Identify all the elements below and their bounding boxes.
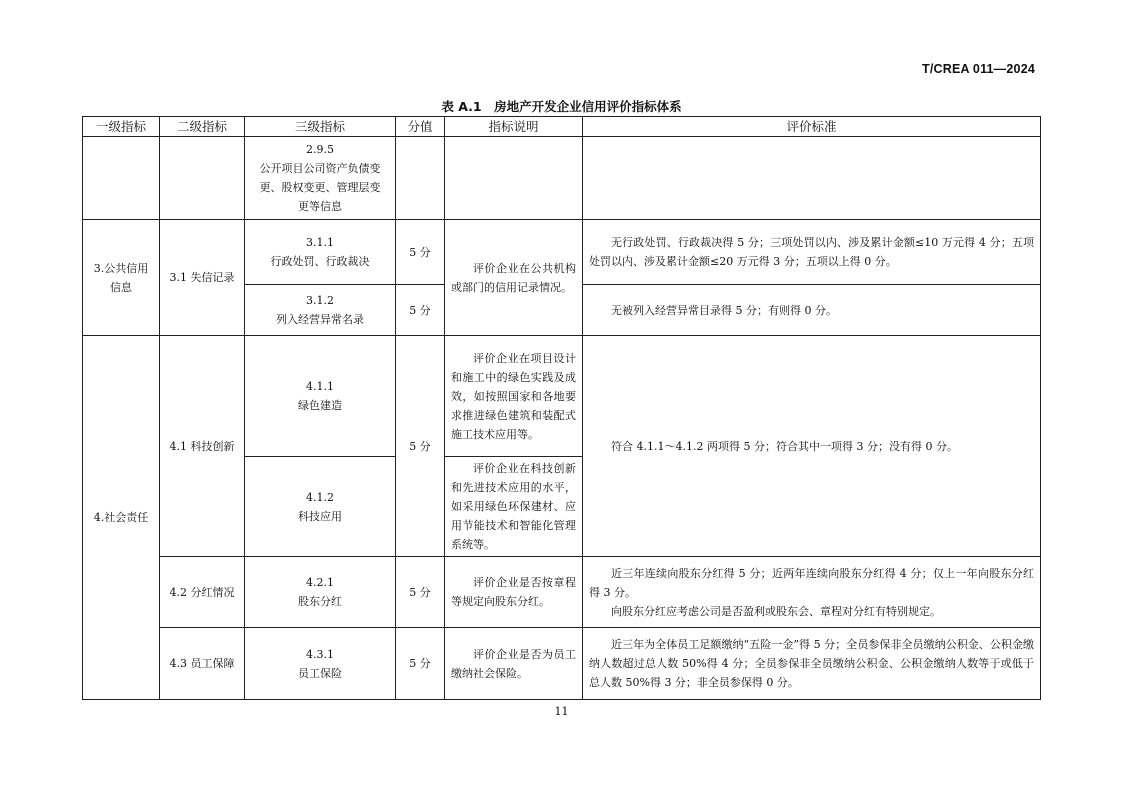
criteria-cell	[583, 137, 1041, 220]
l2-cell: 4.2 分红情况	[160, 557, 245, 628]
criteria-cell: 近三年为全体员工足额缴纳“五险一金”得 5 分；全员参保非全员缴纳公积金、公积金缴纳人数超过总人数 50%得 4 分；全员参保非全员缴纳公积金、公积金缴纳人数等于或低于总人数 50%得 3 分；非全员参保得 0 分。	[583, 628, 1041, 700]
l3-name: 科技应用	[298, 509, 342, 523]
l3-cell	[245, 285, 396, 336]
l2-cell: 3.1 失信记录	[160, 220, 245, 336]
desc-cell: 评价企业是否按章程等规定向股东分红。	[445, 557, 583, 628]
l1-cell	[83, 137, 160, 220]
l3-cell	[245, 137, 396, 220]
column-header: 分值	[396, 117, 445, 137]
desc-cell: 评价企业在项目设计和施工中的绿色实践及成效，如按照国家和各地要求推进绿色建筑和装配式施工技术应用等。	[445, 336, 583, 457]
l3-cell	[245, 628, 396, 700]
table-title: 表 A.1 房地产开发企业信用评价指标体系	[441, 99, 682, 114]
l3-name-line: 更、股权变更、管理层变	[259, 181, 381, 194]
l3-name-line: 更等信息	[298, 200, 342, 213]
l3-name: 绿色建造	[298, 399, 342, 412]
l2-cell: 4.3 员工保障	[160, 628, 245, 700]
score-cell: 5 分	[396, 336, 445, 557]
desc-cell: 评价企业是否为员工缴纳社会保险。	[445, 628, 583, 700]
column-header: 一级指标	[83, 117, 160, 137]
criteria-cell	[583, 557, 1041, 628]
l3-cell	[245, 557, 396, 628]
l3-code: 4.3.1	[306, 647, 334, 661]
l2-cell	[160, 137, 245, 220]
l3-name: 员工保险	[298, 666, 342, 680]
l3-name: 行政处罚、行政裁决	[270, 255, 370, 268]
score-cell: 5 分	[396, 220, 445, 285]
l3-code: 4.1.2	[306, 490, 334, 504]
desc-cell	[445, 137, 583, 220]
table-row	[83, 137, 1041, 220]
page-number: 11	[554, 705, 569, 718]
l3-code: 4.2.1	[306, 576, 334, 589]
l3-name: 股东分红	[298, 595, 342, 608]
l1-cell: 4.社会责任	[83, 336, 160, 700]
score-cell	[396, 137, 445, 220]
criteria-cell: 无行政处罚、行政裁决得 5 分；三项处罚以内、涉及累计金额≤10 万元得 4 分；五项处罚以内、涉及累计金额≤20 万元得 3 分；五项以上得 0 分。	[583, 220, 1041, 285]
table-row	[83, 628, 1041, 700]
criteria-paragraph: 近三年连续向股东分红得 5 分；近两年连续向股东分红得 4 分；仅上一年向股东分红得 3 分。	[589, 566, 1034, 599]
score-cell: 5 分	[396, 628, 445, 700]
l3-code: 4.1.1	[306, 380, 334, 393]
score-cell: 5 分	[396, 557, 445, 628]
criteria-cell: 无被列入经营异常目录得 5 分；有则得 0 分。	[583, 285, 1041, 336]
l3-code: 2.9.5	[306, 143, 334, 156]
desc-cell: 评价企业在公共机构或部门的信用记录情况。	[445, 220, 583, 336]
table-header-row	[83, 117, 1041, 137]
credit-evaluation-table	[82, 116, 1041, 700]
l3-code: 3.1.1	[306, 236, 334, 249]
l3-cell	[245, 336, 396, 457]
criteria-cell: 符合 4.1.1～4.1.2 两项得 5 分；符合其中一项得 3 分；没有得 0 分。	[583, 336, 1041, 557]
l2-cell: 4.1 科技创新	[160, 336, 245, 557]
l3-name: 列入经营异常名录	[276, 313, 364, 326]
column-header: 评价标准	[583, 117, 1041, 137]
criteria-paragraph: 向股东分红应考虑公司是否盈利或股东会、章程对分红有特别规定。	[611, 604, 941, 618]
l3-cell	[245, 457, 396, 557]
column-header: 二级指标	[160, 117, 245, 137]
l3-cell	[245, 220, 396, 285]
table-row	[83, 557, 1041, 628]
table-row	[83, 336, 1041, 457]
column-header: 指标说明	[445, 117, 583, 137]
desc-cell: 评价企业在科技创新和先进技术应用的水平，如采用绿色环保建材、应用节能技术和智能化管理系统等。	[445, 457, 583, 557]
l3-name-line: 公开项目公司资产负债变	[259, 162, 381, 175]
l3-code: 3.1.2	[306, 294, 334, 307]
score-cell: 5 分	[396, 285, 445, 336]
standard-code: T/CREA 011—2024	[921, 62, 1035, 76]
column-header: 三级指标	[245, 117, 396, 137]
l1-cell: 3.公共信用信息	[83, 220, 160, 336]
table-row	[83, 220, 1041, 285]
